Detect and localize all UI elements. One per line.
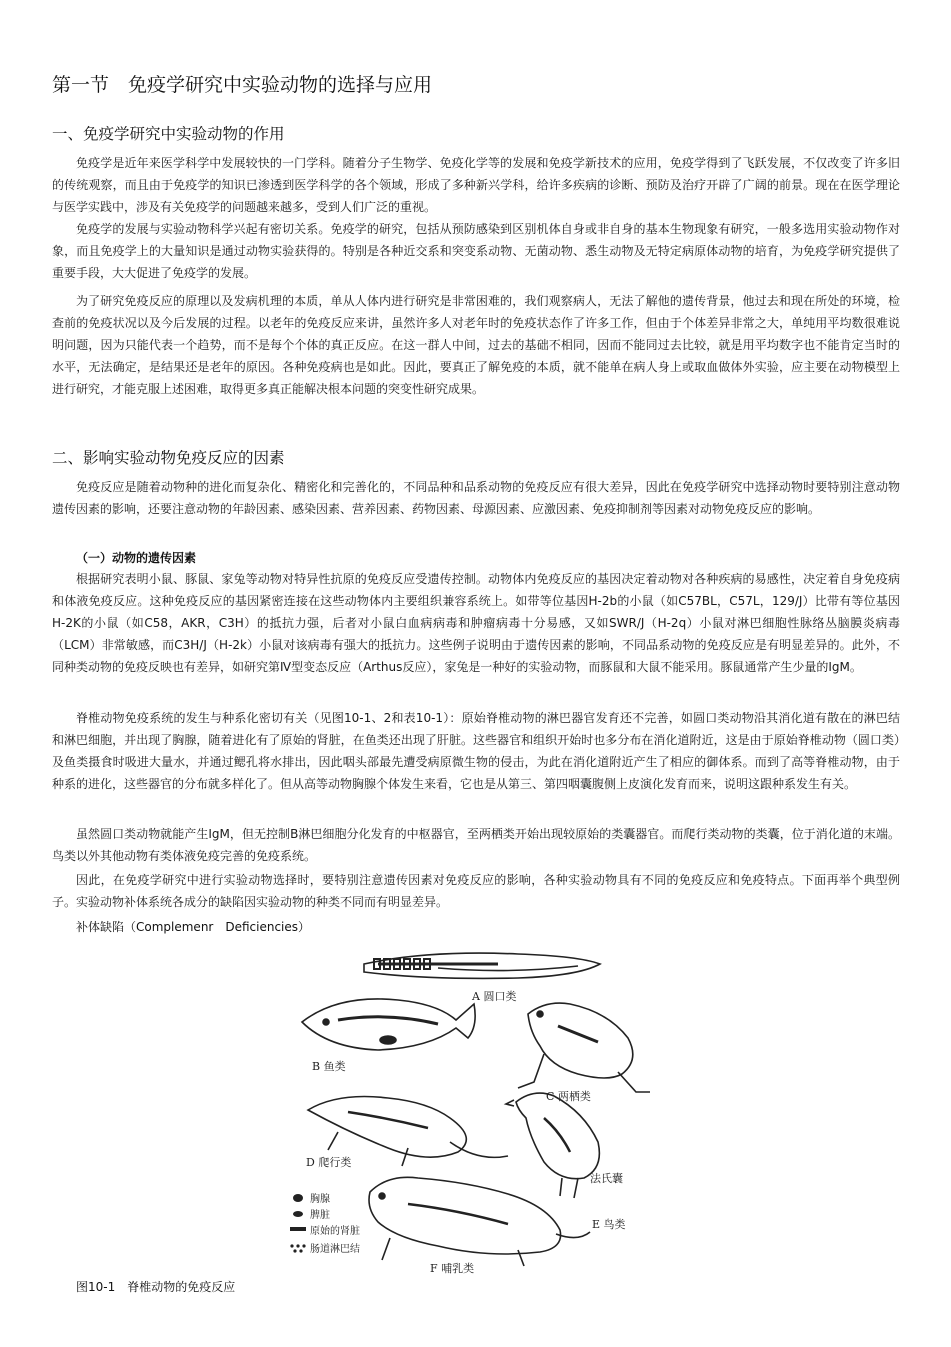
part2-paragraph-3: 虽然圆口类动物就能产生IgM，但无控制B淋巴细胞分化发育的中枢器官，至两栖类开始出现较原始的类囊器官。而爬行类动物的类囊，位于消化道的末端。鸟类以外其他动物有类体液免疫完善的免疫系统。	[52, 827, 900, 863]
vertebrate-figure	[278, 942, 678, 1277]
part2-paragraph-4: 因此，在免疫学研究中进行实验动物选择时，要特别注意遗传因素对免疫反应的影响，各种实验动物具有不同的免疫反应和免疫特点。下面再举个典型例子。实验动物补体系统各成分的缺陷因实验动物的种类不同而有明显差异。	[52, 873, 900, 909]
part1-paragraph-2: 免疫学的发展与实验动物科学兴起有密切关系。免疫学的研究，包括从预防感染到区别机体自身或非自身的基本生物现象有研究，一般多选用实验动物作对象，而且免疫学上的大量知识是通过动物实验获得的。特别是各种近交系和突变系动物、无菌动物、悉生动物及无特定病原体动物的培育，为免疫学研究提供了重要手段，大大促进了免疫学的发展。	[52, 222, 900, 280]
thymus-legend-icon	[293, 1194, 303, 1202]
part2-paragraph-1: 根据研究表明小鼠、豚鼠、家兔等动物对特异性抗原的免疫反应受遗传控制。动物体内免疫反应的基因决定着动物对各种疾病的易感性，决定着自身免疫病和体液免疫反应。这种免疫反应的基因紧密连接在这些动物体内主要组织兼容系统上。如带等位基因H-2b的小鼠（如C57BL，C57L，129/J）比带有等位基因H-2K的小鼠（如C58，AKR，C3H）的抵抗力强，后者对小鼠白血病病毒和肿瘤病毒十分易感，又如SWR/J（H-2q）小鼠对淋巴细胞性脉络丛脑膜炎病毒（LCM）非常敏感，而C3H/J（H-2k）小鼠对该病毒有强大的抵抗力。这些例子说明由于遗传因素的影响，不同品系动物的免疫反应是有明显差异的。此外，不同种类动物的免疫反映也有差异，如研究第Ⅳ型变态反应（Arthus反应），家兔是一种好的实验动物，而豚鼠和大鼠不能采用。豚鼠通常产生少量的IgM。	[52, 572, 900, 674]
kidney-legend-icon	[290, 1227, 306, 1231]
label-d: D 爬行类	[306, 1156, 352, 1169]
part2-intro: 免疫反应是随着动物种的进化而复杂化、精密化和完善化的，不同品种和品系动物的免疫反应有很大差异，因此在免疫学研究中选择动物时要特别注意动物遗传因素的影响，还要注意动物的年龄因素、感染因素、营养因素、药物因素、母源因素、应激因素、免疫抑制剂等因素对动物免疫反应的影响。	[52, 480, 900, 516]
figure-legend	[290, 1192, 360, 1255]
part2-subheading: （一）动物的遗传因素	[76, 551, 197, 565]
figure-caption: 图10-1 脊椎动物的免疫反应	[76, 1280, 236, 1294]
label-c: C 两栖类	[546, 1090, 591, 1103]
legend-thymus: 胸腺	[310, 1194, 330, 1205]
label-e: E 鸟类	[592, 1218, 626, 1231]
vertebrate-illustration	[278, 942, 678, 1277]
legend-lymph-node: 肠道淋巴结	[310, 1244, 360, 1255]
part1-paragraph-3: 为了研究免疫反应的原理以及发病机理的本质，单从人体内进行研究是非常困难的，我们观察病人，无法了解他的遗传背景，他过去和现在所处的环境，检查前的免疫状况以及今后发展的过程。以老年的免疫反应来讲，虽然许多人对老年时的免疫状态作了许多工作，但由于个体差异非常之大，单纯用平均数很难说明问题，因为只能代表一个趋势，而不是每个个体的真正反应。在这一群人中间，过去的基础不相同，因而不能同过去比较，就是用平均数字也不能肯定当时的水平，无法确定，是结果还是老年的原因。各种免疫病也是如此。因此，要真正了解免疫的本质，就不能单在病人身上或取血做体外实验，应主要在动物模型上进行研究，才能克服上述困难，取得更多真正能解决根本问题的突变性研究成果。	[52, 294, 900, 396]
complement-deficiency-label: 补体缺陷（Complemenr Deficiencies）	[76, 920, 311, 934]
part2-paragraph-2: 脊椎动物免疫系统的发生与种系化密切有关（见图10-1、2和表10-1）：原始脊椎动物的淋巴器官发育还不完善，如圆口类动物沿其消化道有散在的淋巴结和淋巴细胞，并出现了胸腺，随着进化有了原始的肾脏，在鱼类还出现了肝脏。这些器官和组织开始时也多分布在消化道附近，这是由于原始脊椎动物（圆口类）及鱼类摄食时吸进大量水，并通过鳃孔将水排出，因此咽头部最先遭受病原微生物的侵击，为此在消化道附近产生了相应的御体系。而到了高等脊椎动物，由于种系的进化，这些器官的分布就多样化了。但从高等动物胸腺个体发生来看，它也是从第三、第四咽囊腹侧上皮演化发育而来，说明这跟种系发生有关。	[52, 711, 900, 791]
amphibian-drawing	[518, 1003, 650, 1092]
section-title: 第一节 免疫学研究中实验动物的选择与应用	[52, 74, 433, 96]
legend-spleen: 脾脏	[310, 1210, 330, 1221]
legend-kidney: 原始的肾脏	[310, 1226, 360, 1237]
mammal-drawing	[369, 1177, 590, 1266]
spleen-legend-icon	[293, 1211, 303, 1217]
bird-drawing	[506, 1093, 599, 1198]
label-f: F 哺乳类	[430, 1262, 475, 1275]
label-b: B 鱼类	[312, 1060, 346, 1073]
part2-heading: 二、影响实验动物免疫反应的因素	[52, 449, 285, 467]
fish-drawing	[302, 999, 475, 1050]
label-bursa: 法氏囊	[590, 1172, 623, 1185]
cyclostome-drawing	[364, 953, 600, 978]
part1-paragraph-1: 免疫学是近年来医学科学中发展较快的一门学科。随着分子生物学、免疫化学等的发展和免疫学新技术的应用，免疫学得到了飞跃发展，不仅改变了许多旧的传统观察，而且由于免疫学的知识已渗透到医学科学的各个领域，形成了多种新兴学科，给许多疾病的诊断、预防及治疗开辟了广阔的前景。现在在医学理论与医学实践中，涉及有关免疫学的问题越来越多，受到人们广泛的重视。	[52, 156, 900, 214]
lymph-node-legend-icon	[290, 1244, 305, 1252]
part1-heading: 一、免疫学研究中实验动物的作用	[52, 125, 285, 143]
label-a: A 圆口类	[472, 990, 517, 1003]
